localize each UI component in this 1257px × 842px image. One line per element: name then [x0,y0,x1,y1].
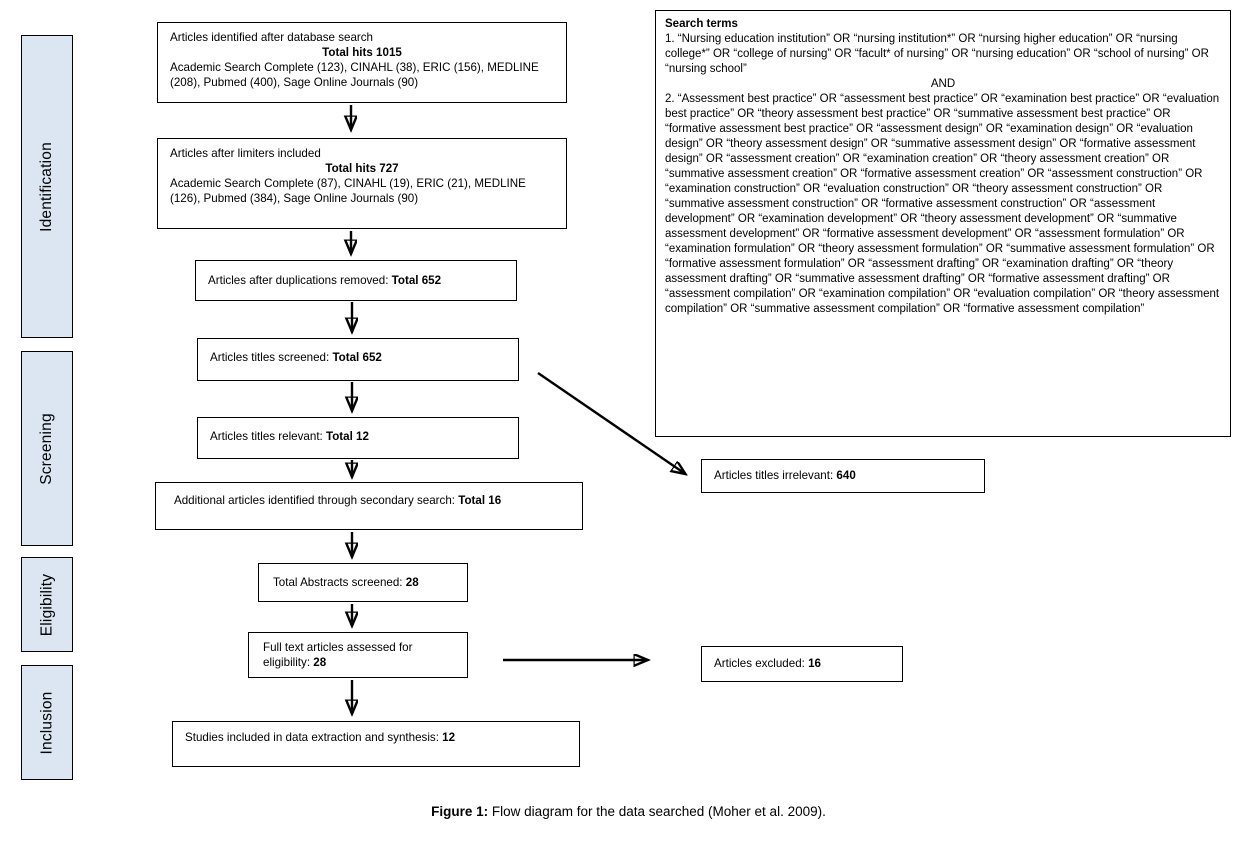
box-fulltext-assessed-count: 28 [313,656,327,669]
figure-caption-number: Figure 1: [431,804,489,819]
phase-screening [21,351,73,546]
box-database-search-line1: Articles identified after database search [170,31,374,44]
box-limiters-total: Total hits 727 [325,162,399,175]
box-titles-screened-text: Articles titles screened: [210,351,333,364]
box-articles-excluded [701,646,903,682]
box-limiters-included [157,138,567,229]
phase-screening-label: Screening [38,412,56,485]
box-abstracts-screened-count: 28 [405,576,419,589]
box-duplications-removed [195,260,517,301]
box-limiters-detail: Academic Search Complete (87), CINAHL (19), ERIC (21), MEDLINE (126), Pubmed (384), Sage Online Journals (90) [170,177,526,205]
box-studies-included-count: 12 [442,731,456,744]
box-database-search-total: Total hits 1015 [322,46,402,59]
box-secondary-search [155,482,583,530]
box-titles-screened-count: Total 652 [332,351,382,364]
phase-eligibility-label: Eligibility [38,573,55,636]
search-terms-item2: 2. “Assessment best practice” OR “assessment best practice” OR “examination best practice” OR “evaluation best practice” OR “theory assessment best practice” OR “summative assessment best practice” OR “formative assessment best practice” OR “assessment design” OR “examination design” OR “evaluation design” OR “theory assessment design” OR “summative assessment design” OR “formative assessment design” OR “assessment creation” OR “examination creation” OR “theory assessment creation” OR “summative assessment creation” OR “formative assessment creation” OR “assessment construction” OR “examination construction” OR “evaluation construction” OR “theory assessment construction” OR “summative assessment construction” OR “formative assessment construction” OR “assessment development” OR “examination development” OR “theory assessment development” OR “summative assessment development” OR “formative assessment development” OR “assessment formulation” OR “examination formulation” OR “theory assessment formulation” OR “summative assessment formulation” OR “formative assessment formulation” OR “assessment drafting” OR “examination drafting” OR “theory assessment drafting” OR “summative assessment drafting” OR “formative assessment drafting” OR “assessment compilation” OR “examination compilation” OR “evaluation compilation” OR “theory assessment compilation” OR “summative assessment compilation” OR “formative assessment compilation” [665,93,1220,315]
box-abstracts-screened-text: Total Abstracts screened: [273,576,406,589]
box-titles-irrelevant-text: Articles titles irrelevant: [714,469,837,482]
box-titles-relevant-count: Total 12 [325,430,369,443]
figure-caption-text: Flow diagram for the data searched (Moher et al. 2009). [488,804,826,819]
box-titles-relevant [197,417,519,459]
box-duplications-count: Total 652 [391,274,442,287]
box-database-search-detail: Academic Search Complete (123), CINAHL (38), ERIC (156), MEDLINE (208), Pubmed (400), Sage Online Journals (90) [170,61,539,89]
phase-inclusion-label: Inclusion [38,691,56,754]
phase-identification [21,35,73,338]
box-duplications-text: Articles after duplications removed: [208,274,392,287]
search-terms-title: Search terms [665,18,738,30]
box-database-search [157,22,567,103]
search-terms-operator: AND [930,78,956,90]
phase-eligibility [21,557,73,652]
phase-inclusion [21,665,73,780]
box-studies-included-text: Studies included in data extraction and synthesis: [185,731,443,744]
search-terms-item1: 1. “Nursing education institution” OR “nursing institution*” OR “nursing higher education” OR “nursing college*” OR “college of nursing” OR “facult* of nursing” OR “nursing education” OR “school of nursing” OR “nursing school” [665,33,1209,75]
phase-identification-label: Identification [38,141,55,232]
box-fulltext-assessed-text: Full text articles assessed for eligibility: [263,641,413,669]
box-titles-screened [197,338,519,381]
box-secondary-search-text: Additional articles identified through secondary search: [174,494,459,507]
box-fulltext-assessed [248,632,468,678]
box-titles-relevant-text: Articles titles relevant: [210,430,326,443]
box-studies-included [172,721,580,767]
figure-caption [0,804,1257,819]
box-limiters-line1: Articles after limiters included [170,147,321,160]
box-articles-excluded-count: 16 [808,657,821,670]
search-terms-panel [655,10,1231,437]
box-abstracts-screened [258,563,468,602]
box-titles-irrelevant-count: 640 [836,469,856,482]
box-secondary-search-count: Total 16 [458,494,502,507]
box-titles-irrelevant [701,459,985,493]
box-articles-excluded-text: Articles excluded: [714,657,809,670]
